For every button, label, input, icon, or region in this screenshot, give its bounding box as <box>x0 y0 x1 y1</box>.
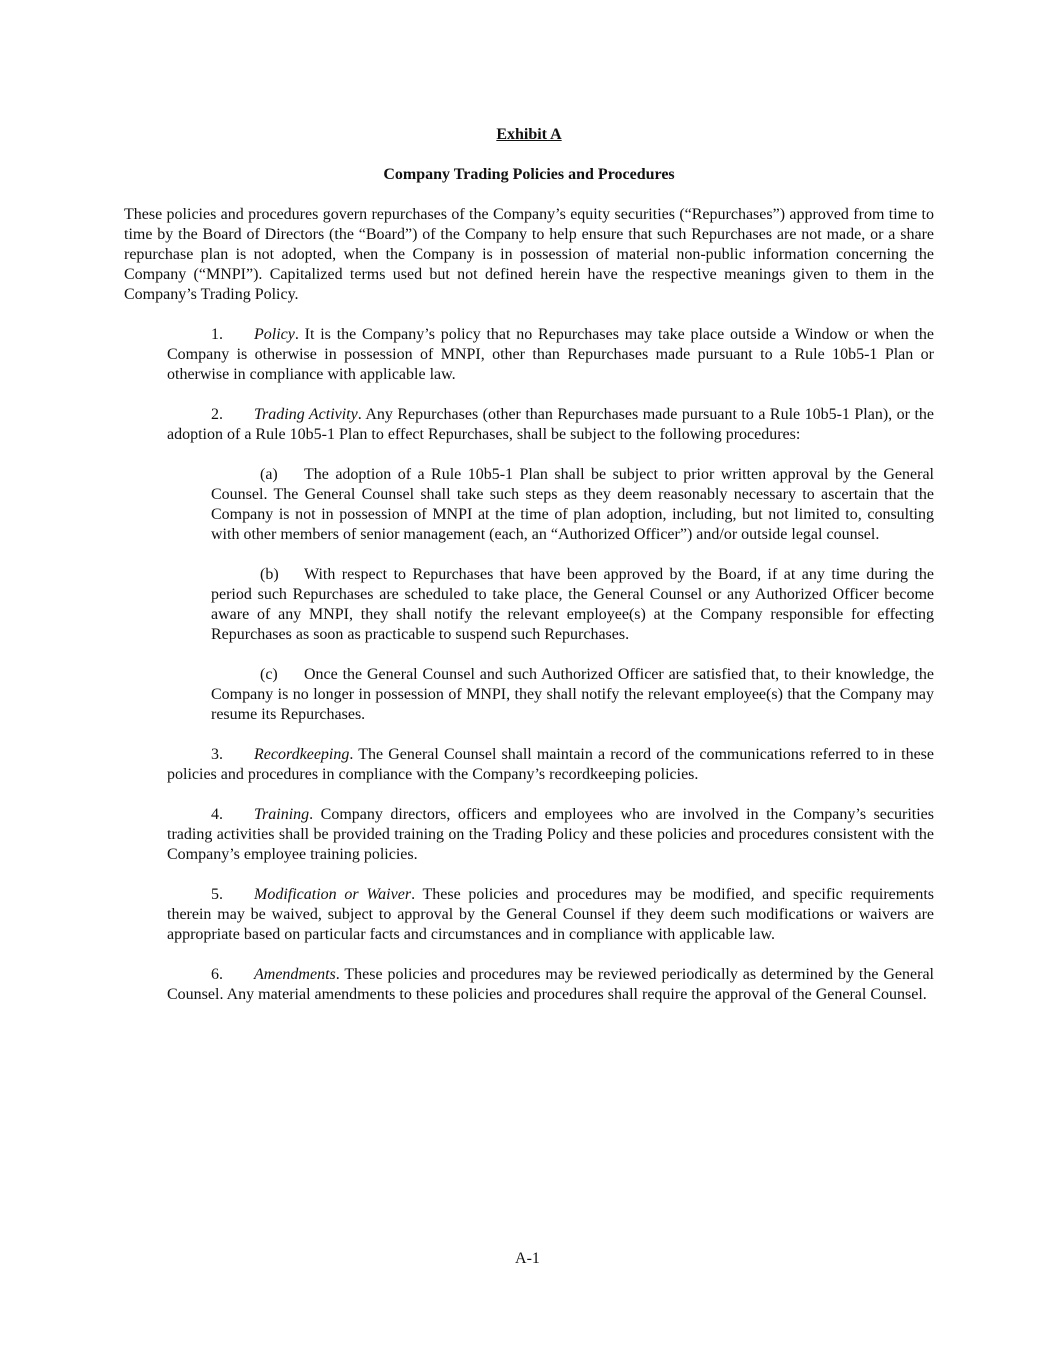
subsection-label: (a) <box>260 466 278 483</box>
section-text: . These policies and procedures may be reviewed periodically as determined by the General Counsel. Any material amendments to these policies and procedures shall require the approval of the General Counsel. <box>167 966 934 1003</box>
subsection-label: (b) <box>260 566 279 583</box>
document-page <box>124 125 934 1025</box>
document-heading: Company Trading Policies and Procedures <box>383 166 675 183</box>
section-title: Trading Activity <box>254 406 358 423</box>
section-text: . Company directors, officers and employees who are involved in the Company’s securities trading activities shall be provided training on the Trading Policy and these policies and procedures consistent with the Company’s employee training policies. <box>167 806 934 863</box>
section-text: . Any Repurchases (other than Repurchases made pursuant to a Rule 10b5-1 Plan), or the adoption of a Rule 10b5-1 Plan to effect Repurchases, shall be subject to the following procedures: <box>167 406 934 443</box>
subsection-c <box>211 665 934 725</box>
section-title: Training <box>254 806 310 823</box>
page-number: A-1 <box>515 1250 540 1267</box>
subsection-text: With respect to Repurchases that have been approved by the Board, if at any time during the period such Repurchases are scheduled to take place, the General Counsel or any Authorized Officer become aware of any MNPI, they shall notify the relevant employee(s) at the Company responsible for effecting Repurchases as soon as practicable to suspend such Repurchases. <box>211 566 934 643</box>
section-number: 6. <box>211 966 223 983</box>
section-5 <box>167 885 934 945</box>
subsection-label: (c) <box>260 666 278 683</box>
section-1 <box>167 325 934 385</box>
section-text: . These policies and procedures may be modified, and specific requirements therein may be waived, subject to approval by the General Counsel if they deem such modifications or waivers are appropriate based on particular facts and circumstances and in compliance with applicable law. <box>167 886 934 943</box>
subsection-text: The adoption of a Rule 10b5-1 Plan shall be subject to prior written approval by the General Counsel. The General Counsel shall take such steps as they deem reasonably necessary to ascertain that the Company is not in possession of MNPI at the time of plan adoption, including, but not limited to, consulting with other members of senior management (each, an “Authorized Officer”) and/or outside legal counsel. <box>211 466 934 543</box>
section-title: Recordkeeping <box>254 746 350 763</box>
section-text: . The General Counsel shall maintain a record of the communications referred to in these policies and procedures in compliance with the Company’s recordkeeping policies. <box>167 746 934 783</box>
subsection-b <box>211 565 934 645</box>
section-text: . It is the Company’s policy that no Repurchases may take place outside a Window or when the Company is otherwise in possession of MNPI, other than Repurchases made pursuant to a Rule 10b5-1 Plan or otherwise in compliance with applicable law. <box>167 326 934 383</box>
exhibit-title: Exhibit A <box>496 126 562 143</box>
section-title: Policy <box>254 326 295 343</box>
section-3 <box>167 745 934 785</box>
section-number: 3. <box>211 746 223 763</box>
subsection-text: Once the General Counsel and such Authorized Officer are satisfied that, to their knowledge, the Company is no longer in possession of MNPI, they shall notify the relevant employee(s) that the Company may resume its Repurchases. <box>211 666 934 723</box>
section-4 <box>167 805 934 865</box>
section-2 <box>167 405 934 445</box>
section-6 <box>167 965 934 1005</box>
subsection-a <box>211 465 934 545</box>
section-title: Amendments <box>254 966 336 983</box>
intro-paragraph: These policies and procedures govern repurchases of the Company’s equity securities (“Repurchases”) approved from time to time by the Board of Directors (the “Board”) of the Company to help ensure that such Repurchases are not made, or a share repurchase plan is not adopted, when the Company is in possession of material non-public information concerning the Company (“MNPI”). Capitalized terms used but not defined herein have the respective meanings given to them in the Company’s Trading Policy. <box>124 206 934 303</box>
section-number: 4. <box>211 806 223 823</box>
section-number: 2. <box>211 406 223 423</box>
section-number: 5. <box>211 886 223 903</box>
section-number: 1. <box>211 326 223 343</box>
section-title: Modification or Waiver <box>254 886 412 903</box>
